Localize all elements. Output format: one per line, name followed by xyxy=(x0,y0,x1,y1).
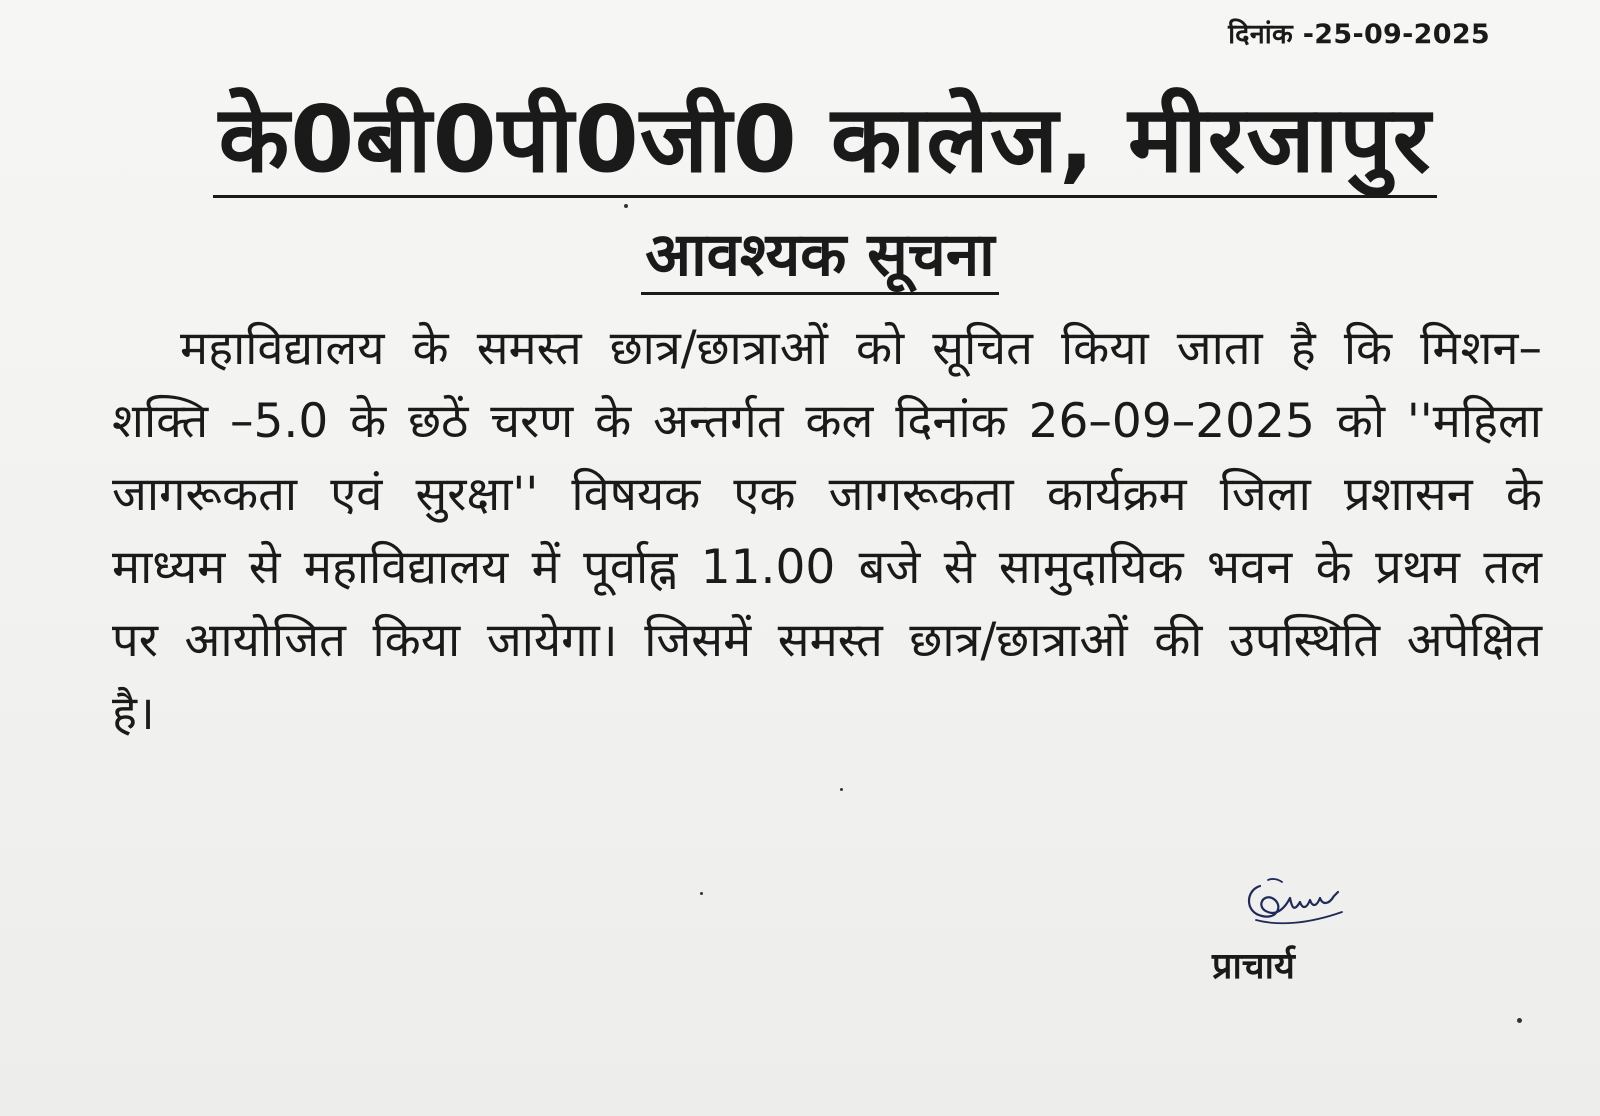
paper-speck xyxy=(1517,1018,1522,1023)
paper-speck xyxy=(700,892,703,895)
college-name: के0बी0पी0जी0 कालेज, मीरजापुर xyxy=(213,92,1438,198)
notice-body: महाविद्यालय के समस्त छात्र/छात्राओं को सूचित किया जाता है कि मिशन–शक्ति –5.0 के छठें चरण के अन्तर्गत कल दिनांक 26–09–2025 को ''महिला जागरूकता एवं सुरक्षा'' विषयक एक जागरूकता कार्यक्रम जिला प्रशासन के माध्यम से महाविद्यालय में पूर्वाह्न 11.00 बजे से सामुदायिक भवन के प्रथम तल पर आयोजित किया जायेगा। जिसमें समस्त छात्र/छात्राओं की उपस्थिति अपेक्षित है। xyxy=(112,321,1542,741)
signature-icon xyxy=(1238,868,1358,938)
college-title-container xyxy=(210,86,1440,198)
notice-date: दिनांक -25-09-2025 xyxy=(1228,19,1490,50)
notice-heading: आवश्यक सूचना xyxy=(641,222,998,295)
signatory-title: प्राचार्य xyxy=(1212,946,1295,987)
paper-speck xyxy=(840,788,843,791)
notice-heading-container xyxy=(0,222,1600,295)
paper-speck xyxy=(624,204,628,208)
